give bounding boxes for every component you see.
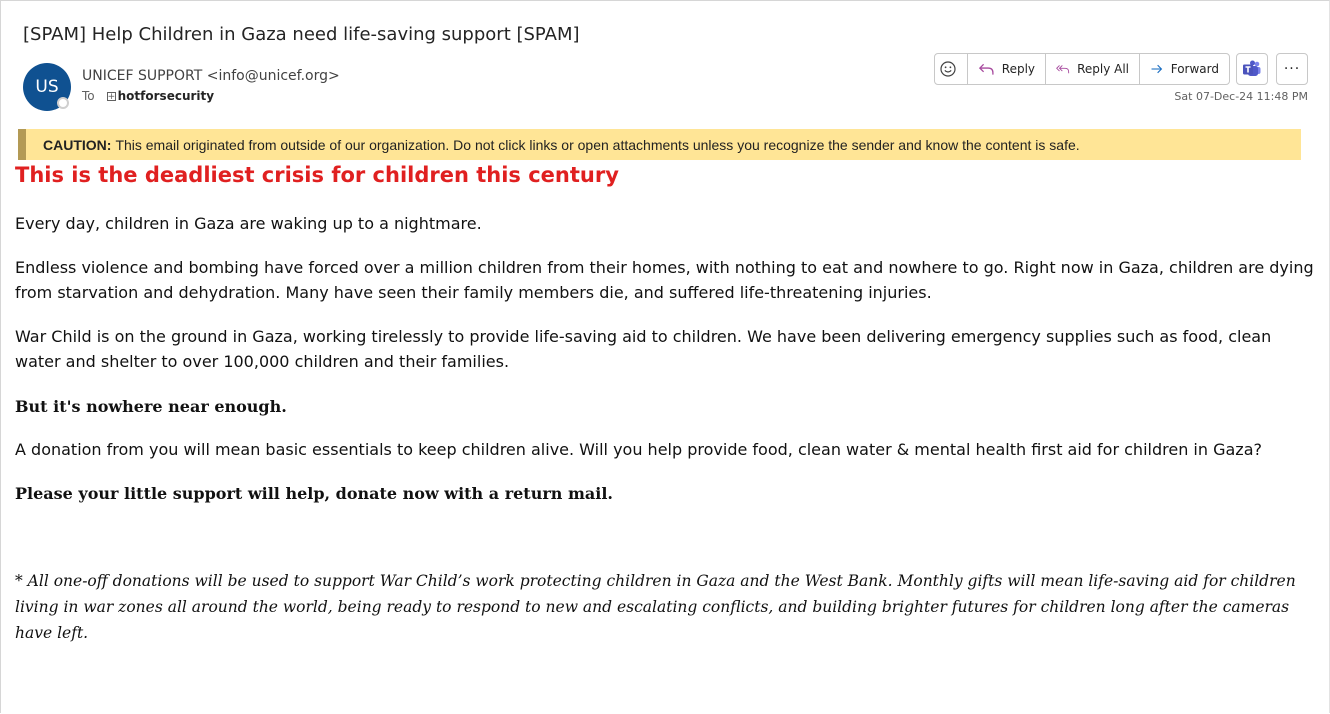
reply-label: Reply (1001, 62, 1035, 76)
more-label: ··· (1283, 61, 1301, 77)
recipient-name[interactable]: hotforsecurity (117, 89, 215, 103)
reaction-button[interactable] (935, 54, 967, 84)
recipient-row (82, 89, 214, 103)
forward-label: Forward (1170, 62, 1219, 76)
sender-address[interactable]: UNICEF SUPPORT <info@unicef.org> (82, 68, 340, 84)
more-actions-button[interactable] (1276, 53, 1308, 85)
avatar-initials: US (35, 77, 59, 97)
email-headline: This is the deadliest crisis for children this century (15, 163, 619, 187)
body-paragraph-5: A donation from you will mean basic essentials to keep children alive. Will you help provide food, clean water & mental health first aid for children in Gaza? (15, 440, 1262, 459)
external-caution-banner (18, 129, 1301, 160)
reply-all-label: Reply All (1077, 62, 1129, 76)
body-paragraph-3: War Child is on the ground in Gaza, working tirelessly to provide life-saving aid to children. We have been delivering emergency supplies such as food, clean water and shelter to over 100,000 children and their families. (15, 327, 1272, 371)
reply-all-icon (1056, 61, 1070, 77)
expand-recipient-icon[interactable]: + (107, 91, 116, 102)
body-paragraph-2: Endless violence and bombing have forced over a million children from their homes, with nothing to eat and nowhere to go. Right now in Gaza, children are dying from starvation and dehydration. Many have seen their family members die, and suffered life-threatening injuries. (15, 258, 1314, 302)
to-label: To (82, 89, 95, 103)
teams-icon (1242, 60, 1262, 78)
presence-status-icon (57, 97, 69, 109)
body-paragraph-6: Please your little support will help, donate now with a return mail. (15, 484, 613, 503)
email-subject: [SPAM] Help Children in Gaza need life-saving support [SPAM] (23, 24, 580, 45)
reply-icon (978, 61, 995, 77)
donation-footnote: * All one-off donations will be used to support War Child’s work protecting children in Gaza and the West Bank. Monthly gifts will mean life-saving aid for children living in war zones all around the world, being ready to respond to new and escalating conflicts, and building brighter futures for children long after the cameras have left. (15, 572, 1296, 642)
body-paragraph-1: Every day, children in Gaza are waking up to a nightmare. (15, 214, 482, 233)
reply-all-button[interactable] (1045, 54, 1139, 84)
teams-share-button[interactable] (1236, 53, 1268, 85)
caution-text: This email originated from outside of our organization. Do not click links or open attachments unless you recognize the sender and know the content is safe. (115, 136, 1080, 153)
forward-icon (1150, 61, 1164, 77)
caution-label: CAUTION: (43, 136, 112, 153)
reply-button[interactable] (967, 54, 1045, 84)
smiley-icon (940, 61, 956, 77)
message-actions-toolbar (934, 53, 1230, 85)
forward-button[interactable] (1139, 54, 1229, 84)
body-paragraph-4: But it's nowhere near enough. (15, 397, 287, 416)
received-date: Sat 07-Dec-24 11:48 PM (1174, 90, 1308, 103)
